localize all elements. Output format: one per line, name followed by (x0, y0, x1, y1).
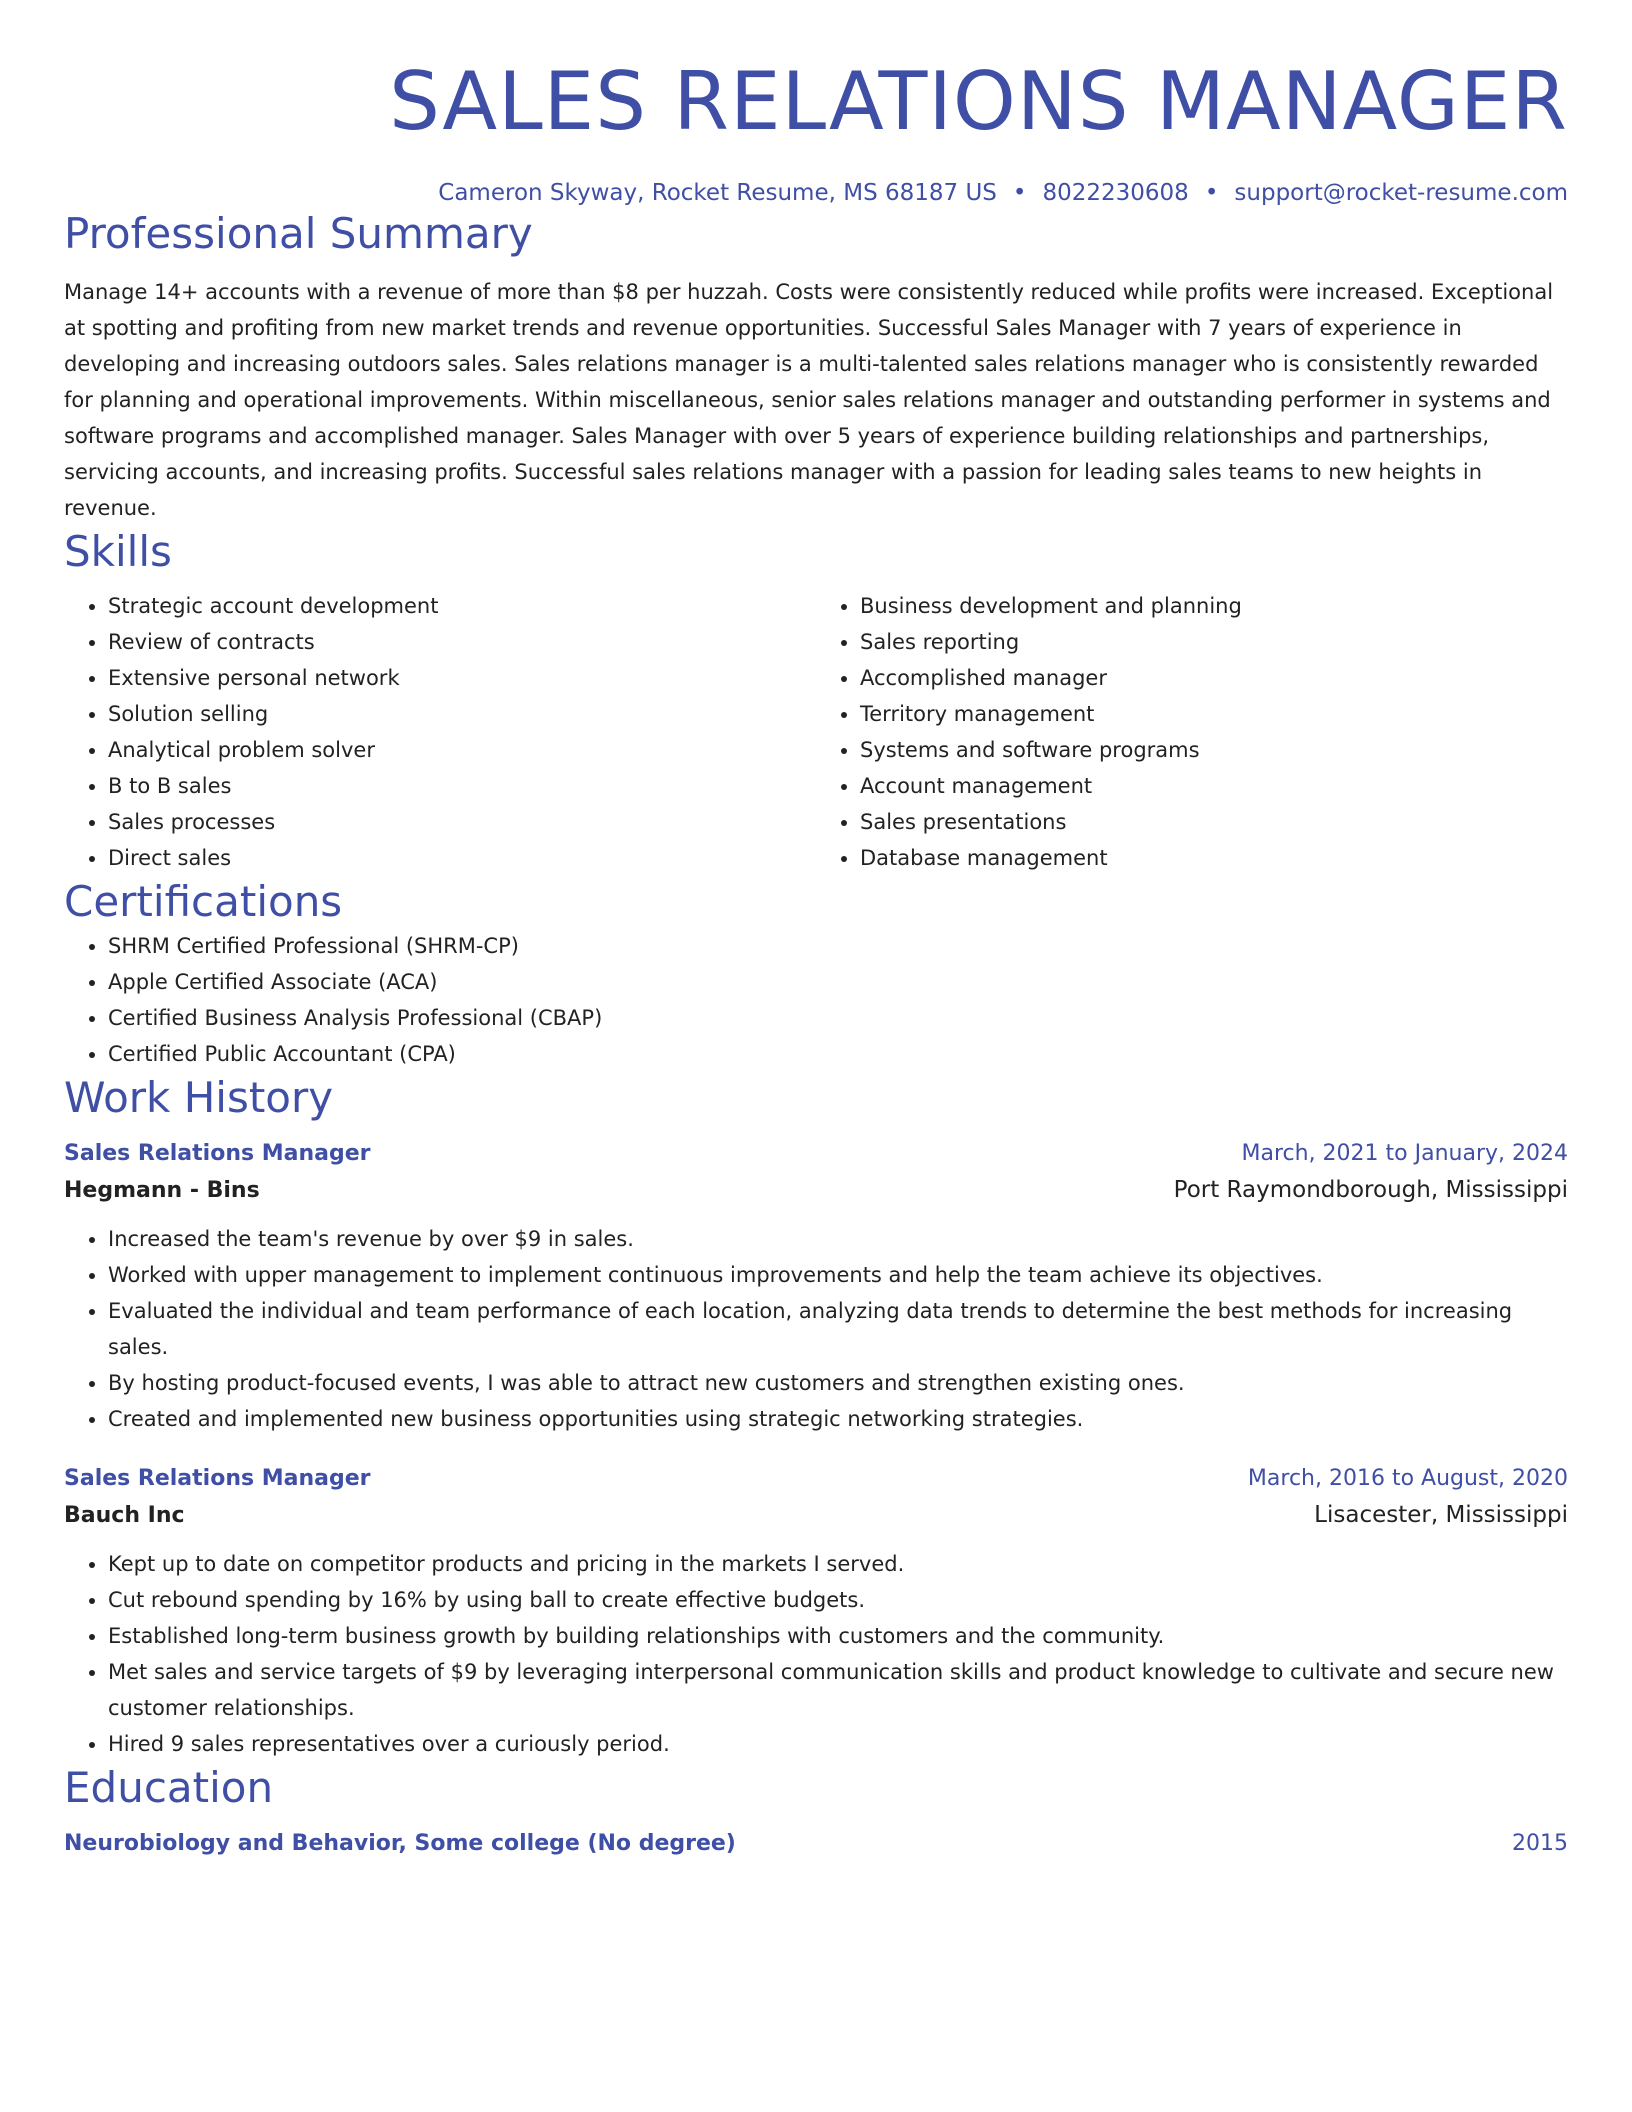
job-bullet: • Met sales and service targets of $9 by leveraging interpersonal communication skills and product knowledge to cultivate and secure new customer relationships. (108, 1654, 1568, 1726)
skill-item: • Territory management (860, 696, 1568, 732)
certification-item: • Certified Business Analysis Professional (CBAP) (108, 1000, 1568, 1036)
skill-item: • Systems and software programs (860, 732, 1568, 768)
skills-list-right (816, 588, 1568, 876)
job-bullet: • Hired 9 sales representatives over a curiously period. (108, 1726, 1568, 1762)
job-location: Port Raymondborough, Mississippi (1173, 1177, 1568, 1203)
skill-item: • Sales processes (108, 804, 816, 840)
certification-item: • SHRM Certified Professional (SHRM-CP) (108, 928, 1568, 964)
job-bullet: • By hosting product-focused events, I was able to attract new customers and strengthen existing ones. (108, 1365, 1568, 1401)
skill-item: • Business development and planning (860, 588, 1568, 624)
skill-item: • Strategic account development (108, 588, 816, 624)
job-bullets (64, 1221, 1568, 1437)
job-entry (64, 1463, 1568, 1762)
skill-item: • Accomplished manager (860, 660, 1568, 696)
contact-address: Cameron Skyway, Rocket Resume, MS 68187 US (438, 180, 997, 206)
education-entry (64, 1828, 1568, 1860)
job-bullet: • Worked with upper management to implement continuous improvements and help the team achieve its objectives. (108, 1257, 1568, 1293)
skill-item: • Sales reporting (860, 624, 1568, 660)
job-company: Hegmann - Bins (64, 1178, 260, 1203)
job-bullet: • Increased the team's revenue by over $9 in sales. (108, 1221, 1568, 1257)
skill-item: • Review of contracts (108, 624, 816, 660)
job-dates: March, 2021 to January, 2024 (1241, 1141, 1568, 1166)
contact-phone: 8022230608 (1042, 180, 1189, 206)
skills-columns (64, 588, 1568, 876)
certifications-heading: Certifications (64, 877, 343, 926)
job-bullet: • Created and implemented new business opportunities using strategic networking strategies. (108, 1401, 1568, 1437)
summary-heading: Professional Summary (64, 209, 533, 258)
job-title: Sales Relations Manager (64, 1141, 371, 1166)
contact-separator: • (1204, 180, 1219, 206)
certification-item: • Apple Certified Associate (ACA) (108, 964, 1568, 1000)
job-dates: March, 2016 to August, 2020 (1247, 1466, 1568, 1491)
job-company-row (64, 1495, 1568, 1536)
job-bullet: • Evaluated the individual and team performance of each location, analyzing data trends to determine the best methods for increasing sales. (108, 1293, 1568, 1365)
contact-line (64, 178, 1568, 208)
certification-item: • Certified Public Accountant (CPA) (108, 1036, 1568, 1072)
job-entry (64, 1138, 1568, 1437)
job-bullets (64, 1546, 1568, 1762)
education-heading: Education (64, 1763, 274, 1812)
skills-list-left (64, 588, 816, 876)
skill-item: • Analytical problem solver (108, 732, 816, 768)
skill-item: • B to B sales (108, 768, 816, 804)
job-title: Sales Relations Manager (64, 1466, 371, 1491)
skill-item: • Extensive personal network (108, 660, 816, 696)
skill-item: • Solution selling (108, 696, 816, 732)
summary-text: Manage 14+ accounts with a revenue of more than $8 per huzzah. Costs were consistently reduced while profits were increased. Exceptional at spotting and profiting from new market trends and revenue opportunities. Successful Sales Manager with 7 years of experience in developing and increasing outdoors sales. Sales relations manager is a multi-talented sales relations manager who is consistently rewarded for planning and operational improvements. Within miscellaneous, senior sales relations manager and outstanding performer in systems and software programs and accomplished manager. Sales Manager with over 5 years of experience building relationships and partnerships, servicing accounts, and increasing profits. Successful sales relations manager with a passion for leading sales teams to new heights in revenue. (64, 280, 1554, 520)
skill-item: • Sales presentations (860, 804, 1568, 840)
job-bullet: • Established long-term business growth by building relationships with customers and the community. (108, 1618, 1568, 1654)
page-title: SALES RELATIONS MANAGER (389, 55, 1568, 148)
job-bullet: • Cut rebound spending by 16% by using ball to create effective budgets. (108, 1582, 1568, 1618)
job-title-row (64, 1138, 1568, 1170)
job-bullet: • Kept up to date on competitor products and pricing in the markets I served. (108, 1546, 1568, 1582)
work-history-heading: Work History (64, 1073, 334, 1122)
skill-item: • Database management (860, 840, 1568, 876)
job-title-row (64, 1463, 1568, 1495)
contact-separator: • (1012, 180, 1027, 206)
job-company-row (64, 1170, 1568, 1211)
education-year: 2015 (1512, 1831, 1568, 1856)
contact-email: support@rocket-resume.com (1234, 180, 1568, 206)
certifications-list (64, 928, 1568, 1072)
job-company: Bauch Inc (64, 1503, 185, 1528)
skill-item: • Account management (860, 768, 1568, 804)
education-degree: Neurobiology and Behavior, Some college (No degree) (64, 1831, 736, 1856)
skills-heading: Skills (64, 527, 172, 576)
skill-item: • Direct sales (108, 840, 816, 876)
job-location: Lisacester, Mississippi (1314, 1502, 1568, 1528)
